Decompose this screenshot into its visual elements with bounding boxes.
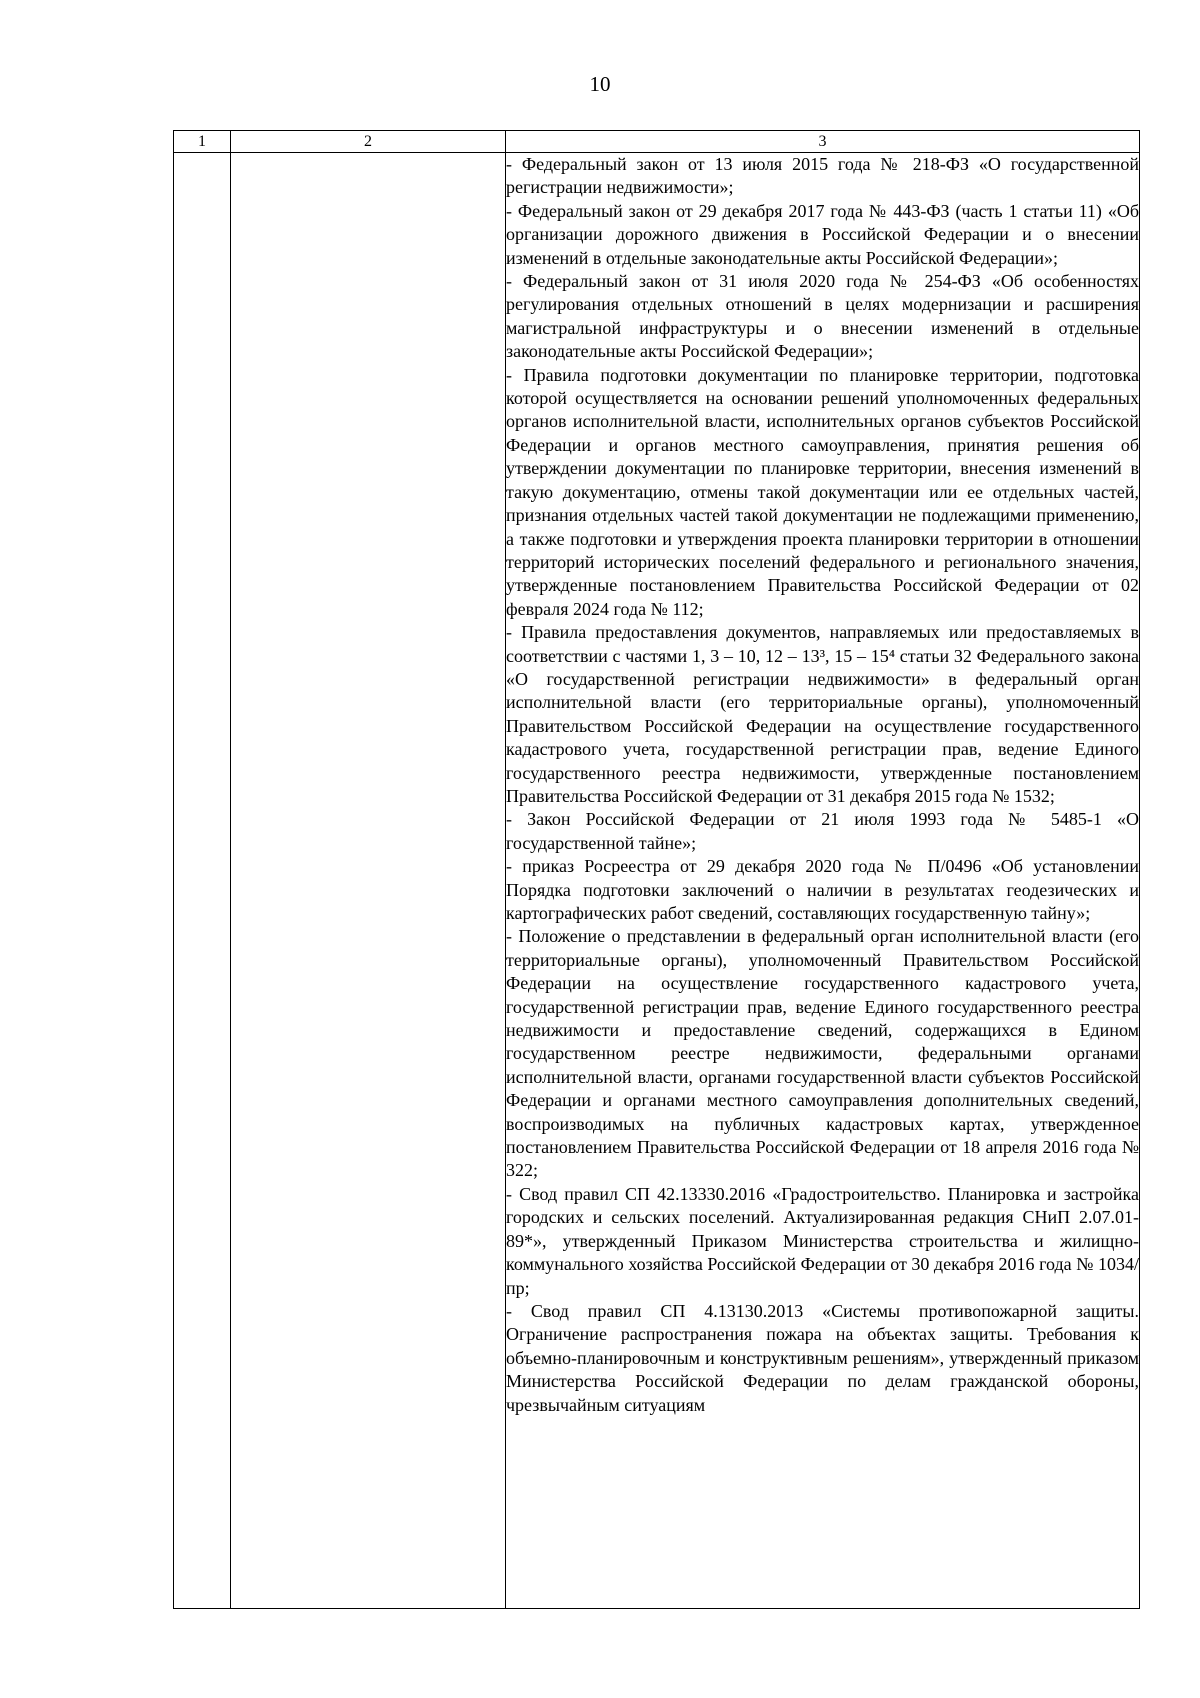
row-cell-1 [174, 153, 231, 1609]
column-header-2: 2 [231, 131, 506, 153]
list-item: - Федеральный закон от 31 июля 2020 года № 254-ФЗ «Об особенностях регулирования отдельных отношений в целях модернизации и расширения магистральной инфраструктуры и о внесении изменений в отдельные законодательные акты Российской Федерации»; [506, 271, 1139, 362]
list-item: - приказ Росреестра от 29 декабря 2020 года № П/0496 «Об установлении Порядка подготовки заключений о наличии в результатах геодезических и картографических работ сведений, составляющих государственную тайну»; [506, 856, 1139, 923]
list-item: - Свод правил СП 4.13130.2013 «Системы противопожарной защиты. Ограничение распространения пожара на объектах защиты. Требования к объемно-планировочным и конструктивным решениям», утвержденный приказом Министерства Российской Федерации по делам гражданской обороны, чрезвычайным ситуациям [506, 1300, 1139, 1415]
row-cell-2 [231, 153, 506, 1609]
list-item: - Правила предоставления документов, направляемых или предоставляемых в соответствии с частями 1, 3 – 10, 12 – 13³, 15 – 15⁴ статьи 32 Федерального закона «О государственной регистрации недвижимости» в федеральный орган исполнительной власти (его территориальные органы), уполномоченный Правительством Российской Федерации на осуществление государственного кадастрового учета, государственной регистрации прав, ведение Единого государственного реестра недвижимости, утвержденные постановлением Правительства Российской Федерации от 31 декабря 2015 года № 1532; [506, 622, 1139, 806]
row-cell-3 [506, 153, 1140, 1609]
table-row [174, 153, 1140, 1609]
table-header-row [174, 131, 1140, 153]
list-item: - Свод правил СП 42.13330.2016 «Градостроительство. Планировка и застройка городских и сельских поселений. Актуализированная редакция СНиП 2.07.01-89*», утвержденный Приказом Министерства строительства и жилищно-коммунального хозяйства Российской Федерации от 30 декабря 2016 года № 1034/пр; [506, 1183, 1139, 1298]
column-header-1: 1 [174, 131, 231, 153]
list-item: - Федеральный закон от 29 декабря 2017 года № 443-ФЗ (часть 1 статьи 11) «Об организации дорожного движения в Российской Федерации и о внесении изменений в отдельные законодательные акты Российской Федерации»; [506, 200, 1139, 268]
page-number: 10 [589, 72, 611, 96]
list-item: - Правила подготовки документации по планировке территории, подготовка которой осуществляется на основании решений уполномоченных федеральных органов исполнительной власти, исполнительных органов субъектов Российской Федерации и органов местного самоуправления, принятия решения об утверждении документации по планировке территории, внесения изменений в такую документацию, отмены такой документации или ее отдельных частей, признания отдельных частей такой документации не подлежащими применению, а также подготовки и утверждения проекта планировки территории в отношении территорий исторических поселений федерального и регионального значения, утвержденные постановлением Правительства Российской Федерации от 02 февраля 2024 года № 112; [506, 364, 1139, 619]
list-item: - Закон Российской Федерации от 21 июля 1993 года № 5485-1 «О государственной тайне»; [506, 809, 1139, 853]
legal-basis-list [506, 153, 1139, 1417]
list-item: - Федеральный закон от 13 июля 2015 года № 218-ФЗ «О государственной регистрации недвижимости»; [506, 154, 1139, 198]
column-header-3: 3 [506, 131, 1140, 153]
document-table [173, 130, 1140, 1609]
list-item: - Положение о представлении в федеральный орган исполнительной власти (его территориальные органы), уполномоченный Правительством Российской Федерации на осуществление государственного кадастрового учета, государственной регистрации прав, ведение Единого государственного реестра недвижимости и предоставление сведений, содержащихся в Едином государственном реестре недвижимости, федеральными органами исполнительной власти, органами государственной власти субъектов Российской Федерации и органами местного самоуправления дополнительных сведений, воспроизводимых на публичных кадастровых картах, утвержденное постановлением Правительства Российской Федерации от 18 апреля 2016 года № 322; [506, 926, 1139, 1181]
